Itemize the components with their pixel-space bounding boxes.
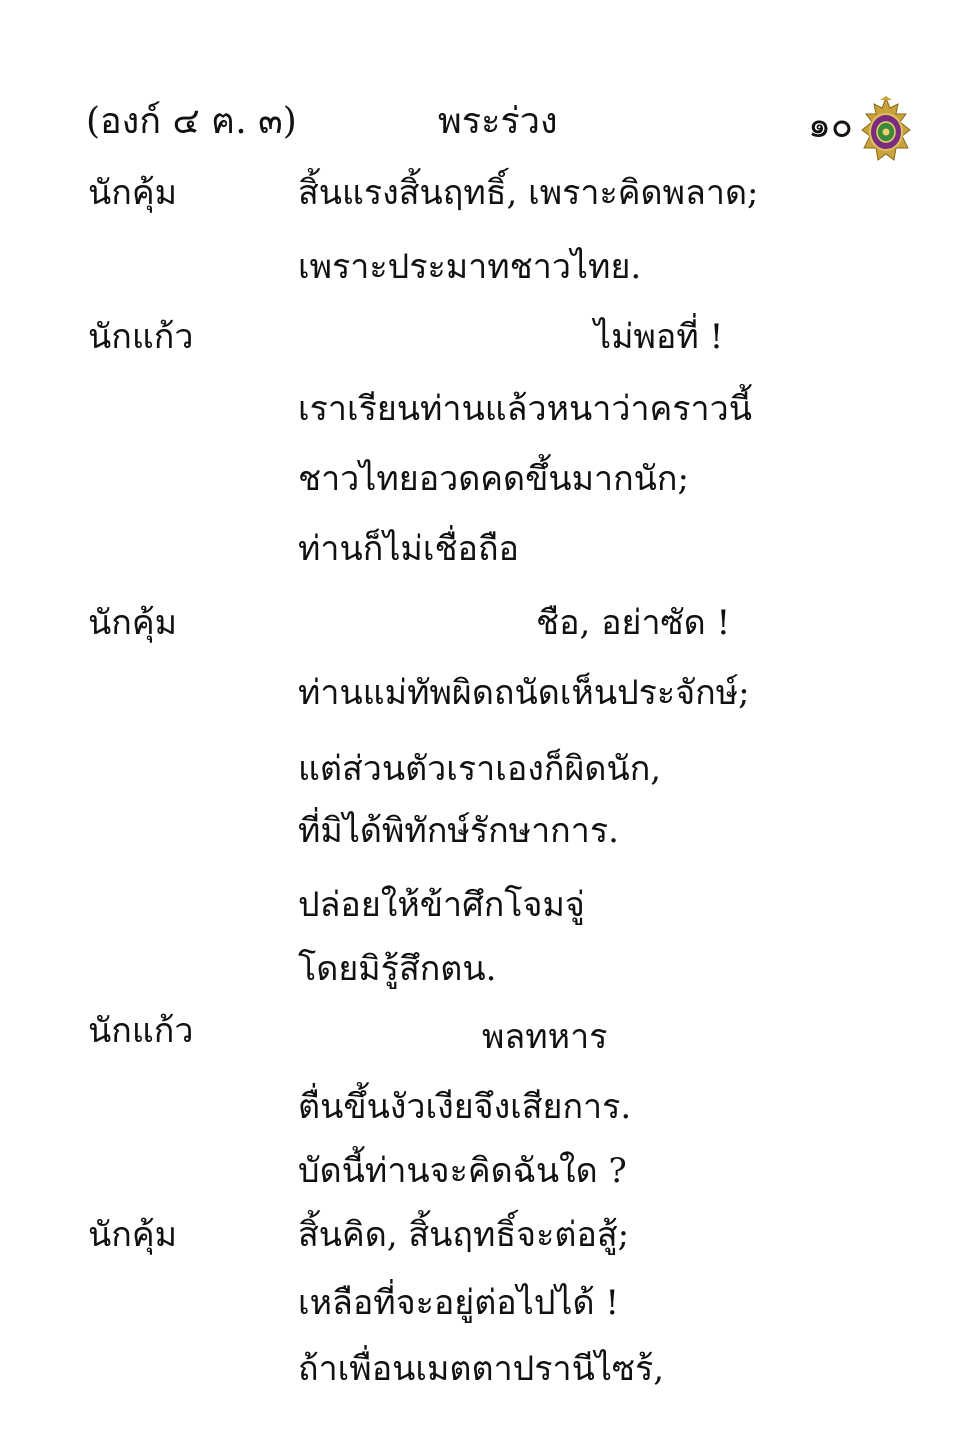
dialogue-line: เราเรียนท่านแล้วหนาว่าคราวนี้ bbox=[298, 389, 752, 429]
speaker-name: นักคุ้ม bbox=[88, 603, 177, 643]
royal-seal-icon bbox=[858, 96, 914, 168]
dialogue-line: เหลือที่จะอยู่ต่อไปได้ ! bbox=[298, 1283, 620, 1323]
dialogue-line: สิ้นคิด, สิ้นฤทธิ์จะต่อสู้; bbox=[298, 1215, 630, 1255]
dialogue-line: แต่ส่วนตัวเราเองก็ผิดนัก, bbox=[298, 749, 662, 789]
dialogue-line: โดยมิรู้สึกตน. bbox=[298, 949, 497, 989]
dialogue-line: ชือ, อย่าซัด ! bbox=[536, 603, 731, 643]
dialogue-line: เพราะประมาทชาวไทย. bbox=[298, 247, 642, 287]
speaker-name: นักคุ้ม bbox=[88, 173, 177, 213]
section-reference: (องก์ ๔ ฅ. ๓) bbox=[86, 101, 297, 142]
dialogue-line: บัดนี้ท่านจะคิดฉันใด ? bbox=[298, 1151, 627, 1191]
speaker-name: นักแก้ว bbox=[88, 1011, 194, 1051]
speaker-name: นักแก้ว bbox=[88, 317, 194, 357]
dialogue-line: พลทหาร bbox=[482, 1017, 608, 1057]
dialogue-line: ปล่อยให้ข้าศึกโจมจู่ bbox=[298, 885, 585, 925]
dialogue-line: ชาวไทยอวดคดขึ้นมากนัก; bbox=[298, 459, 689, 499]
page-number: ๑๐ bbox=[808, 105, 853, 146]
dialogue-line: ท่านก็ไม่เชื่อถือ bbox=[298, 529, 519, 569]
speaker-name: นักคุ้ม bbox=[88, 1215, 177, 1255]
dialogue-line: ตื่นขึ้นงัวเงียจึงเสียการ. bbox=[298, 1087, 632, 1127]
dialogue-line: สิ้นแรงสิ้นฤทธิ์, เพราะคิดพลาด; bbox=[298, 173, 759, 213]
dialogue-line: ถ้าเพื่อนเมตตาปรานีไซร้, bbox=[298, 1349, 665, 1389]
dialogue-line: ที่มิได้พิทักษ์รักษาการ. bbox=[298, 811, 619, 851]
dialogue-line: ท่านแม่ทัพผิดถนัดเห็นประจักษ์; bbox=[298, 673, 750, 713]
dialogue-line: ไม่พอที่ ! bbox=[594, 317, 724, 357]
page-title: พระร่วง bbox=[438, 101, 558, 142]
